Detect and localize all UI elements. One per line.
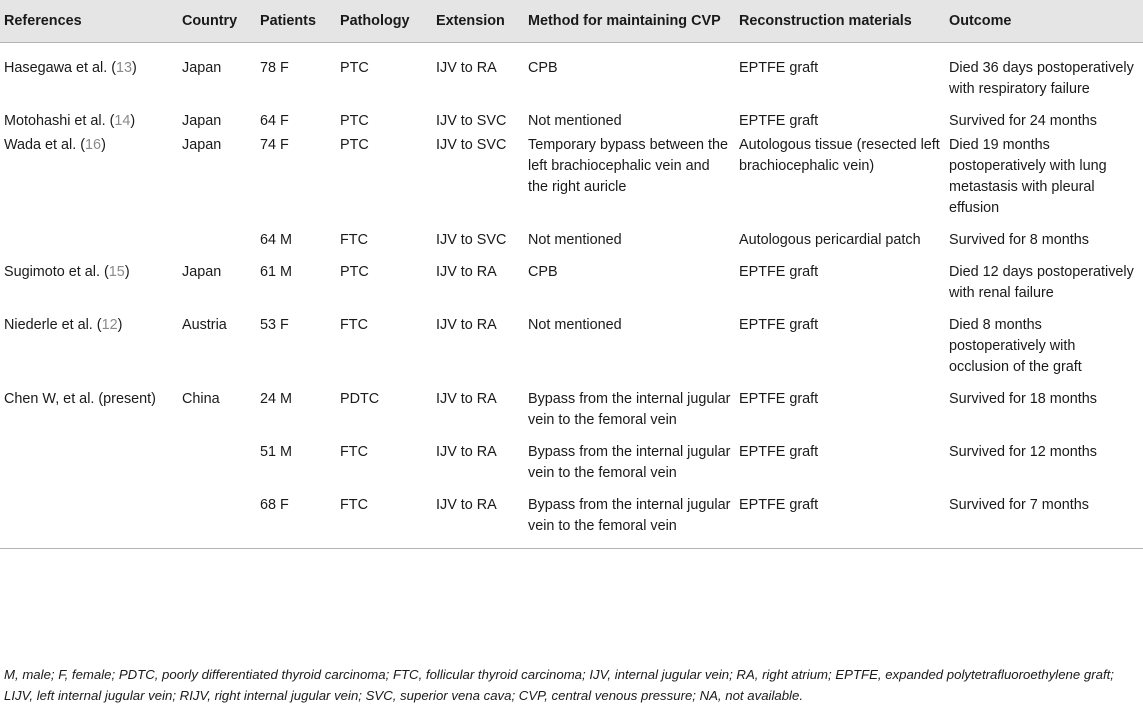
reference-text: Hasegawa et al. ( <box>4 60 116 76</box>
reference-suffix: ) <box>132 60 137 76</box>
cell-extension: IJV to RA <box>436 317 497 333</box>
cell-materials: EPTFE graft <box>739 60 819 76</box>
table-footnote: M, male; F, female; PDTC, poorly differentiated thyroid carcinoma; FTC, follicular thyroid carcinoma; IJV, internal jugular vein; RA, right atrium; EPTFE, expanded polytetrafluoroethylene graft; LIJV, left internal jugular vein; RIJV, right internal jugular vein; SVC, superior vena cava; CVP, central venous pressure; NA, not available. <box>4 667 1114 703</box>
cell-patients: 24 M <box>260 391 292 407</box>
cell-reference <box>0 222 178 254</box>
cell-pathology: PTC <box>340 60 369 76</box>
cell-pathology: PTC <box>340 137 369 153</box>
cell-country <box>178 487 256 549</box>
table-row <box>0 434 1143 487</box>
cell-extension: IJV to RA <box>436 60 497 76</box>
cell-method: CPB <box>528 60 558 76</box>
table-row <box>0 222 1143 254</box>
cell-country <box>178 222 256 254</box>
cell-extension: IJV to SVC <box>436 232 507 248</box>
table-row <box>0 307 1143 381</box>
cell-pathology: FTC <box>340 444 368 460</box>
reference-number-link[interactable]: 14 <box>114 113 131 129</box>
reference-suffix: ) <box>101 137 106 153</box>
cell-extension: IJV to SVC <box>436 137 507 153</box>
cell-outcome: Died 8 months postoperatively with occlusion of the graft <box>949 317 1082 375</box>
cell-reference <box>0 307 178 381</box>
cell-patients: 53 F <box>260 317 289 333</box>
table-row <box>0 135 1143 222</box>
cell-outcome: Survived for 18 months <box>949 391 1097 407</box>
cell-reference <box>0 381 178 434</box>
reference-number-link[interactable]: 13 <box>115 60 132 76</box>
reference-text: Sugimoto et al. ( <box>4 264 109 280</box>
header-country: Country <box>178 0 256 43</box>
cell-patients: 64 F <box>260 113 289 129</box>
reference-suffix: ) <box>130 113 136 129</box>
header-pathology: Pathology <box>336 0 432 43</box>
cell-pathology: FTC <box>340 232 368 248</box>
cell-method: Not mentioned <box>528 113 622 129</box>
cell-method: Bypass from the internal jugular vein to the femoral vein <box>528 391 731 428</box>
cell-country: Japan <box>182 113 222 129</box>
reference-number-link[interactable]: 15 <box>108 264 125 280</box>
cell-reference <box>0 103 178 135</box>
cell-pathology: FTC <box>336 487 432 549</box>
cell-country: Japan <box>182 137 222 153</box>
reference-text: Motohashi et al. ( <box>4 113 115 129</box>
cell-reference <box>0 434 178 487</box>
cell-method: Temporary bypass between the left brachiocephalic vein and the right auricle <box>528 137 728 195</box>
cell-reference <box>0 43 178 104</box>
table-header-row <box>0 0 1143 43</box>
cell-method: CPB <box>528 264 558 280</box>
reference-text: Chen W, et al. (present) <box>4 391 156 407</box>
cell-patients: 74 F <box>260 137 289 153</box>
cell-outcome: Died 36 days postoperatively with respiratory failure <box>949 60 1134 97</box>
cell-patients: 64 M <box>260 232 292 248</box>
cell-country: Austria <box>182 317 227 333</box>
table-row <box>0 487 1143 549</box>
table-row <box>0 381 1143 434</box>
cell-patients: 61 M <box>260 264 292 280</box>
cell-reference <box>0 135 178 222</box>
cell-materials: EPTFE graft <box>739 113 819 129</box>
reference-suffix: ) <box>124 264 130 280</box>
reference-number-link[interactable]: 12 <box>101 317 118 333</box>
header-patients: Patients <box>256 0 336 43</box>
cell-materials: Autologous pericardial patch <box>739 232 921 248</box>
cell-extension: IJV to RA <box>436 444 497 460</box>
table-row <box>0 43 1143 104</box>
reference-text: Wada et al. ( <box>4 137 86 153</box>
cell-method: Bypass from the internal jugular vein to the femoral vein <box>524 487 735 549</box>
cell-materials: EPTFE graft <box>739 317 819 333</box>
cell-patients: 78 F <box>260 60 289 76</box>
cell-materials: Autologous tissue (resected left brachiocephalic vein) <box>739 137 940 174</box>
cell-extension: IJV to SVC <box>436 113 507 129</box>
header-extension: Extension <box>432 0 524 43</box>
reference-text: Niederle et al. ( <box>4 317 102 333</box>
cell-outcome: Died 12 days postoperatively with renal failure <box>949 264 1134 301</box>
cell-pathology: PDTC <box>340 391 380 407</box>
cell-patients: 68 F <box>256 487 336 549</box>
cell-country: China <box>182 391 220 407</box>
cell-extension: IJV to RA <box>436 391 497 407</box>
reference-number-link[interactable]: 16 <box>85 137 102 153</box>
table-row <box>0 254 1143 307</box>
cell-materials: EPTFE graft <box>735 487 945 549</box>
cell-country <box>178 434 256 487</box>
cell-pathology: PTC <box>340 113 369 129</box>
cell-outcome: Survived for 12 months <box>949 444 1097 460</box>
cell-outcome: Died 19 months postoperatively with lung metastasis with pleural effusion <box>949 137 1107 216</box>
cell-method: Bypass from the internal jugular vein to the femoral vein <box>528 444 731 481</box>
cell-outcome: Survived for 7 months <box>945 487 1143 549</box>
cell-pathology: FTC <box>340 317 368 333</box>
cell-materials: EPTFE graft <box>739 391 819 407</box>
cell-method: Not mentioned <box>528 232 622 248</box>
cell-method: Not mentioned <box>528 317 622 333</box>
header-outcome: Outcome <box>945 0 1143 43</box>
cell-extension: IJV to RA <box>432 487 524 549</box>
table-row <box>0 103 1143 135</box>
cell-country: Japan <box>182 264 222 280</box>
cell-materials: EPTFE graft <box>739 264 819 280</box>
header-materials: Reconstruction materials <box>735 0 945 43</box>
cell-patients: 51 M <box>260 444 292 460</box>
cell-reference <box>0 254 178 307</box>
header-references: References <box>0 0 178 43</box>
cell-outcome: Survived for 24 months <box>949 113 1097 129</box>
reference-suffix: ) <box>117 317 123 333</box>
cell-outcome: Survived for 8 months <box>949 232 1089 248</box>
header-method: Method for maintaining CVP <box>524 0 735 43</box>
cell-materials: EPTFE graft <box>739 444 819 460</box>
cell-pathology: PTC <box>340 264 369 280</box>
cell-country: Japan <box>182 60 222 76</box>
cell-extension: IJV to RA <box>436 264 497 280</box>
cell-reference <box>0 487 178 549</box>
